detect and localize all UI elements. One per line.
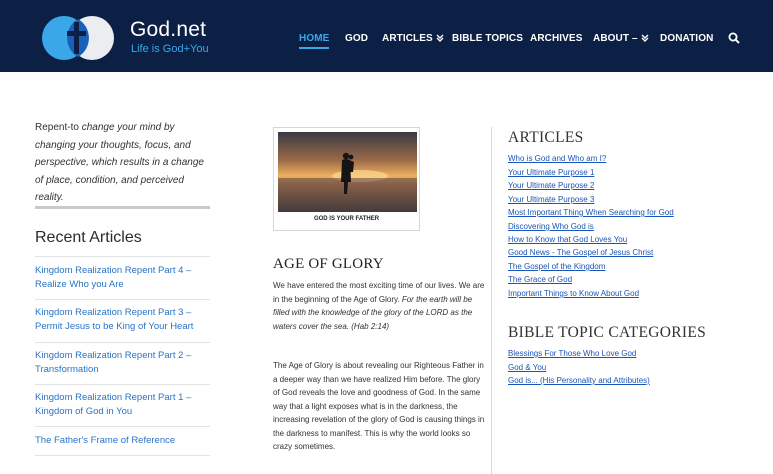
article-link[interactable]: The Grace of God	[508, 275, 573, 284]
list-separator	[35, 426, 210, 427]
recent-article-link[interactable]: Kingdom Realization Repent Part 3 – Permit Jesus to be King of Your Heart	[35, 307, 194, 332]
articles-heading: ARTICLES	[508, 129, 584, 146]
column-divider	[491, 127, 492, 474]
nav-active-underline	[299, 47, 329, 49]
nav-donation[interactable]: DONATION	[660, 33, 714, 44]
hero-caption: GOD IS YOUR FATHER	[313, 216, 380, 222]
list-separator	[35, 299, 210, 300]
article-link[interactable]: Discovering Who God is	[508, 222, 594, 231]
article-link[interactable]: Your Ultimate Purpose 2	[508, 181, 595, 190]
nav-home[interactable]: HOME	[299, 33, 330, 44]
recent-article-link[interactable]: Kingdom Realization Repent Part 4 – Realize Who you Are	[35, 265, 192, 290]
list-separator	[35, 256, 210, 257]
topic-link[interactable]: God & You	[508, 363, 547, 372]
nav-archives[interactable]: ARCHIVES	[530, 33, 583, 44]
sunset-father-image	[278, 132, 417, 212]
article-link[interactable]: Good News - The Gospel of Jesus Christ	[508, 248, 654, 257]
article-paragraph: The Age of Glory is about revealing our Righteous Father in a deeper way than we have realized Him before. The glory of God reveals the love and goodness of God. In the same way that a light exposes what is in the darkness, the increasing revelation of the glory of God is causing things in the darkness to manifest. This is why the world looks so crazy sometimes.	[273, 361, 485, 451]
hero-image-card[interactable]	[273, 127, 420, 231]
article-link[interactable]: Your Ultimate Purpose 3	[508, 195, 595, 204]
recent-articles-heading: Recent Articles	[35, 229, 142, 246]
article-paragraph: We have entered the most exciting time of our lives. We are in the beginning of the Age of Glory. For the earth will be filled with the knowledge of the glory of the LORD as the waters cover the sea. (Hab 2:14)	[273, 281, 485, 331]
article-link[interactable]: How to Know that God Loves You	[508, 235, 628, 244]
nav-god[interactable]: GOD	[345, 33, 369, 44]
bible-topic-categories-heading: BIBLE TOPIC CATEGORIES	[508, 324, 707, 341]
article-link[interactable]: The Gospel of the Kingdom	[508, 262, 606, 271]
nav-articles[interactable]: ARTICLES	[382, 33, 444, 44]
article-link[interactable]: Who is God and Who am I?	[508, 154, 607, 163]
site-title[interactable]: God.net	[130, 18, 207, 41]
repent-definition: Repent-to change your mind by changing your thoughts, focus, and perspective, which results in a change of place, condition, and perceived reality.	[35, 122, 204, 203]
article-link[interactable]: Important Things to Know About God	[508, 289, 640, 298]
topic-link[interactable]: Blessings For Those Who Love God	[508, 349, 637, 358]
list-separator	[35, 342, 210, 343]
site-header	[0, 0, 773, 72]
recent-article-link[interactable]: Kingdom Realization Repent Part 2 – Transformation	[35, 350, 192, 375]
site-tagline: Life is God+You	[131, 43, 209, 55]
list-separator	[35, 455, 210, 456]
list-separator	[35, 384, 210, 385]
search-icon[interactable]	[728, 32, 740, 44]
chevron-double-down-icon	[641, 34, 649, 42]
nav-about[interactable]: ABOUT –	[593, 33, 649, 44]
article-link[interactable]: Most Important Thing When Searching for God	[508, 208, 674, 217]
sidebar-divider	[35, 206, 210, 209]
topic-link[interactable]: God is... (His Personality and Attributes)	[508, 376, 650, 385]
article-link[interactable]: Your Ultimate Purpose 1	[508, 168, 595, 177]
recent-article-link[interactable]: Kingdom Realization Repent Part 1 – Kingdom of God in You	[35, 392, 192, 417]
article-title[interactable]: AGE OF GLORY	[273, 256, 384, 272]
chevron-double-down-icon	[436, 34, 444, 42]
logo-cross-icon[interactable]	[42, 14, 116, 62]
nav-bible-topics[interactable]: BIBLE TOPICS	[452, 33, 524, 44]
recent-article-link[interactable]: The Father's Frame of Reference	[35, 435, 176, 446]
